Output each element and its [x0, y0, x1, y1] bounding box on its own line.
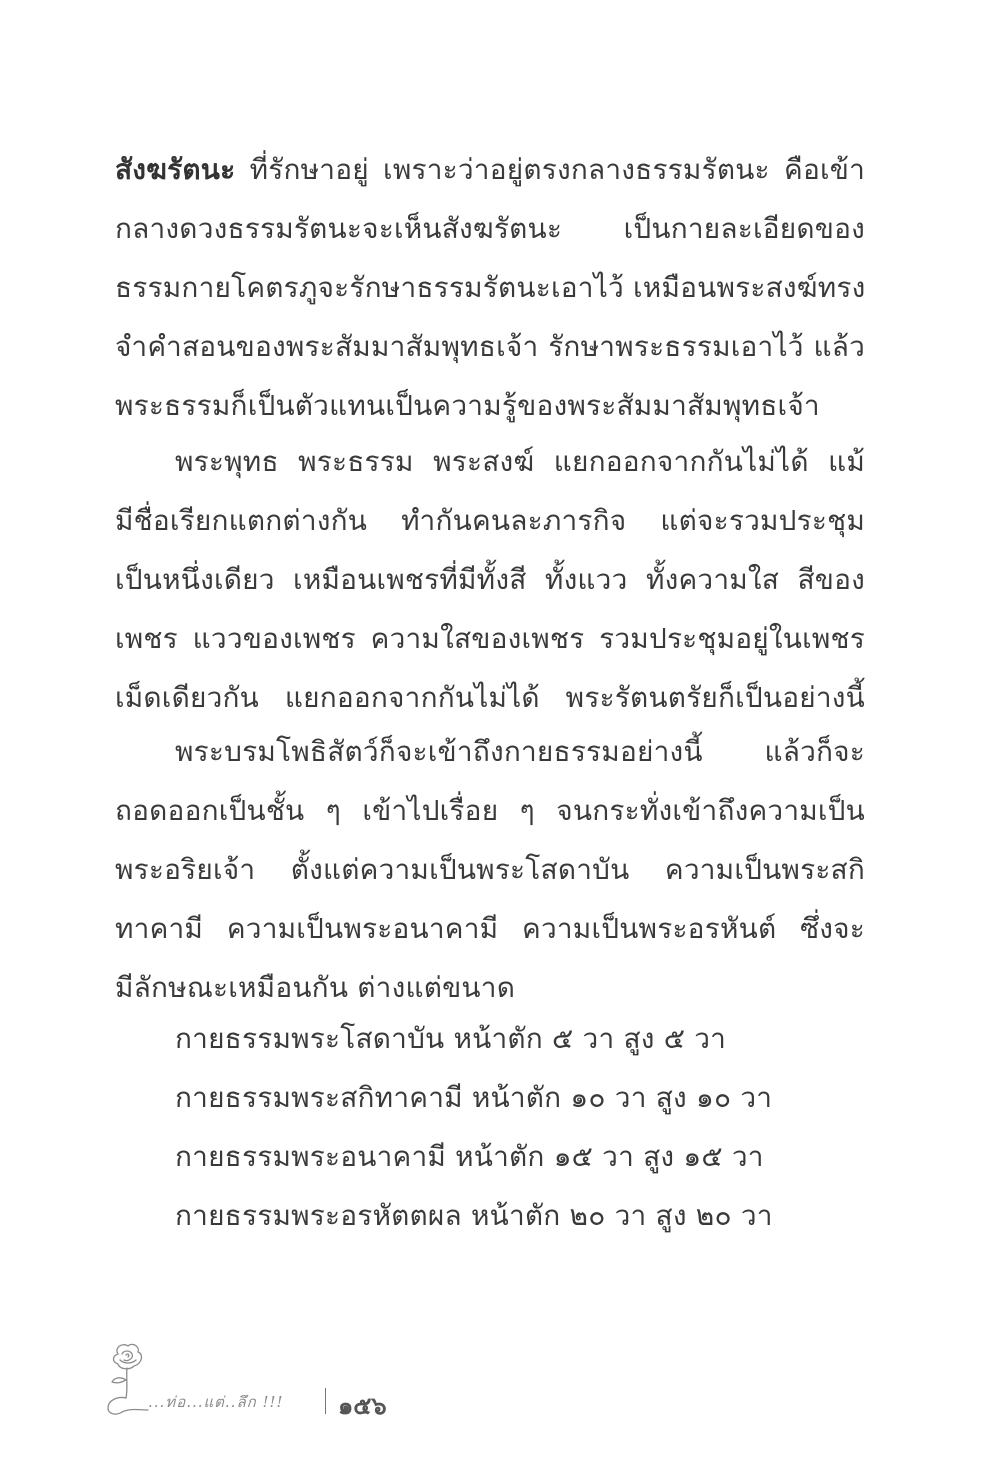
text-line: ธรรมกายโคตรภูจะรักษาธรรมรัตนะเอาไว้ เหมือนพระสงฆ์ทรง: [115, 271, 866, 304]
paragraph-bodhisatta: [115, 722, 865, 1017]
list-item: กายธรรมพระอรหัตตผล หน้าตัก ๒๐ วา สูง ๒๐ วา: [175, 1199, 773, 1232]
footer-script-text: ...ท่อ...แต่..ลึก !!!: [148, 1393, 284, 1411]
page-number: ๑๕๖: [338, 1392, 387, 1420]
text-line: เป็นหนึ่งเดียว เหมือนเพชรที่มีทั้งสี ทั้งแวว ทั้งความใส สีของ: [115, 563, 865, 596]
text-line: เม็ดเดียวกัน แยกออกจากกันไม่ได้ พระรัตนตรัยก็เป็นอย่างนี้: [115, 681, 865, 714]
page-footer: [100, 1340, 420, 1420]
text-line: พระอริยเจ้า ตั้งแต่ความเป็นพระโสดาบัน ความเป็นพระสกิ: [115, 853, 865, 886]
text-line: กลางดวงธรรมรัตนะจะเห็นสังฆรัตนะ เป็นกายละเอียดของ: [115, 212, 865, 245]
text-line: [115, 140, 865, 199]
paragraph-triple-gem: [115, 432, 865, 727]
line-text: ที่รักษาอยู่ เพราะว่าอยู่ตรงกลางธรรมรัตนะ คือเข้า: [235, 153, 865, 186]
text-line: พระธรรมก็เป็นตัวแทนเป็นความรู้ของพระสัมมาสัมพุทธเจ้า: [115, 389, 820, 422]
text-line: ถอดออกเป็นชั้น ๆ เข้าไปเรื่อย ๆ จนกระทั่งเข้าถึงความเป็น: [115, 794, 865, 827]
text-line: มีลักษณะเหมือนกัน ต่างแต่ขนาด: [115, 971, 516, 1004]
list-item: กายธรรมพระอนาคามี หน้าตัก ๑๕ วา สูง ๑๕ วา: [175, 1140, 764, 1173]
footer-divider: [325, 1388, 326, 1414]
list-item: กายธรรมพระสกิทาคามี หน้าตัก ๑๐ วา สูง ๑๐ วา: [175, 1081, 773, 1114]
bold-term: สังฆรัตนะ: [115, 153, 236, 186]
paragraph-sangha-ratana: [115, 140, 865, 435]
text-line: พระพุทธ พระธรรม พระสงฆ์ แยกออกจากกันไม่ได้ แม้: [175, 445, 865, 478]
list-item: กายธรรมพระโสดาบัน หน้าตัก ๕ วา สูง ๕ วา: [175, 1022, 727, 1055]
text-line: มีชื่อเรียกแตกต่างกัน ทำกันคนละภารกิจ แต่จะรวมประชุม: [115, 504, 865, 537]
text-line: พระบรมโพธิสัตว์ก็จะเข้าถึงกายธรรมอย่างนี้ แล้วก็จะ: [175, 735, 865, 768]
dhammakaya-size-list: [175, 1009, 875, 1245]
text-line: ทาคามี ความเป็นพระอนาคามี ความเป็นพระอรหันต์ ซึ่งจะ: [115, 912, 865, 945]
text-line: เพชร แววของเพชร ความใสของเพชร รวมประชุมอยู่ในเพชร: [115, 622, 865, 655]
text-line: จำคำสอนของพระสัมมาสัมพุทธเจ้า รักษาพระธรรมเอาไว้ แล้ว: [115, 330, 865, 363]
